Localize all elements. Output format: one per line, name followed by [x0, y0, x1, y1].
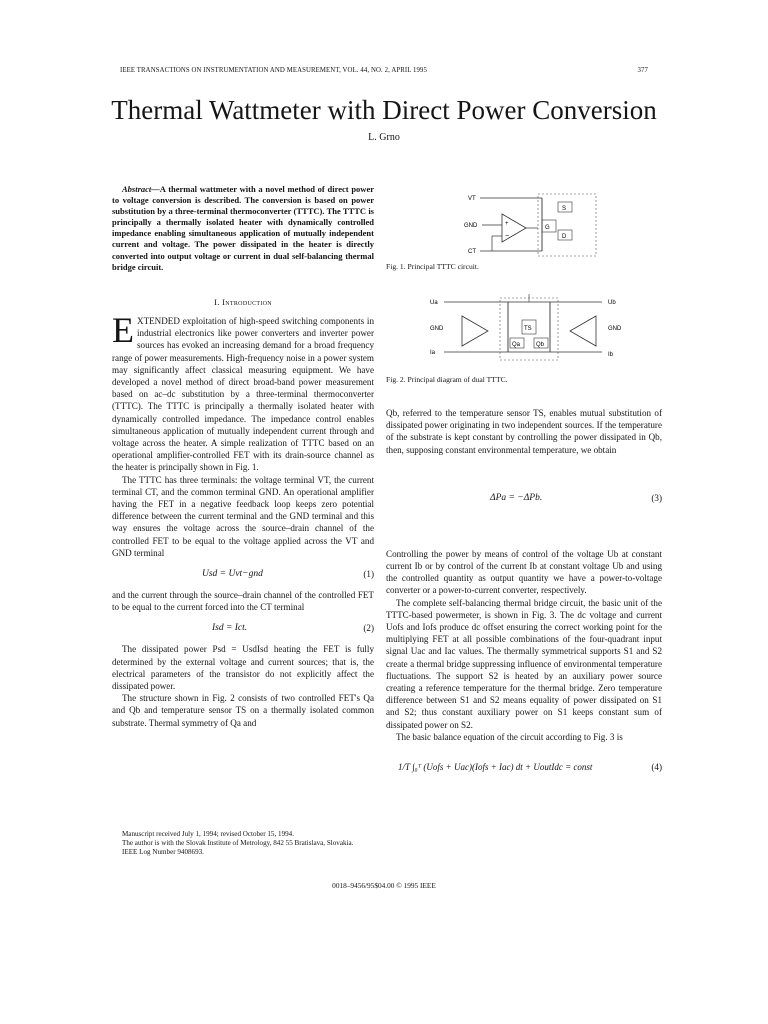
- abstract-text: —A thermal wattmeter with a novel method of direct power to voltage conversion is described. The conversion is based on power substitution by a three-terminal thermoconverter (TTTC). The TTTC is principally a thermally isolated heater with dynamically controlled impedance enabling simultaneous application of mutually independent current and voltage. The power dissipated in the heater is directly converted into output voltage or current in dual self-balancing thermal bridge circuit.: [112, 184, 374, 272]
- fig1-label-vt: VT: [468, 196, 476, 202]
- page-number: 377: [637, 67, 648, 74]
- author-name: L. Grno: [368, 132, 400, 143]
- figure-1-circuit: [462, 190, 602, 260]
- section-heading: I. Introduction: [214, 297, 272, 307]
- fig1-label-d: D: [562, 234, 567, 240]
- left-column-body: [112, 310, 374, 729]
- footnote-log-number: IEEE Log Number 9408693.: [122, 847, 204, 856]
- fig2-label-ua: Ua: [430, 300, 438, 306]
- footnote: [112, 830, 374, 856]
- fig2-label-qa: Qa: [512, 342, 521, 348]
- intro-paragraph-4: The dissipated power Psd = UsdIsd heating the FET is fully determined by the external voltage and current sources; that is, the electrical parameters of the transistor do not explicitly affect the dissipated power.: [112, 644, 374, 692]
- right-column-body: [386, 407, 662, 783]
- equation-4: 1/T ∫₀ᵀ (Uofs + Uac)(Iofs + Iac) dt + UoutIdc = const (4): [398, 762, 662, 773]
- equation-1: Usd = Uvt−gnd (1): [202, 569, 374, 580]
- footnote-received: Manuscript received July 1, 1994; revised October 15, 1994.: [122, 830, 294, 838]
- copyright-line: 0018–9456/95$04.00 © 1995 IEEE: [332, 881, 436, 890]
- abstract: [112, 184, 374, 273]
- drop-cap: E: [112, 310, 134, 350]
- figure-2-caption: Fig. 2. Principal diagram of dual TTTC.: [386, 375, 508, 384]
- right-paragraph-2: Controlling the power by means of control of the voltage Ub at constant current Ib or by control of the current Ib at constant voltage Ub and using the controlled quantity as output quantity we have a power-to-voltage converter or a power-to-current converter, respectively.: [386, 548, 662, 596]
- intro-paragraph-1: EXTENDED exploitation of high-speed switching components in industrial electronics like power converters and inverter power sources has evoked an increasing demand for a broad frequency range of power measurements. High-frequency noise in a power system may significantly affect classical measuring equipment. We have developed a novel method of direct broad-band power measurement based on ac–dc substitution by a three-terminal thermoconverter (TTTC). The TTTC is principally a thermally isolated heater with dynamically controlled impedance. The impedance control enables simultaneous application of mutually independent current through and voltage across the heater. A simple realization of TTTC based on an operational amplifier-controlled FET with its drain-source channel as the heater is principally shown in Fig. 1.: [112, 310, 374, 473]
- intro-paragraph-2: The TTTC has three terminals: the voltage terminal VT, the current terminal CT, and the common terminal GND. An operational amplifier having the FET in a negative feedback loop keeps zero potential difference between the current terminal and the GND terminal and this way ensures the voltage across the source–drain channel of the controlled FET to be equal to the voltage applied across the VT and GND terminal: [112, 474, 374, 558]
- fig2-label-ub: Ub: [608, 300, 616, 306]
- fig1-opamp-minus: −: [505, 233, 510, 240]
- right-paragraph-3: The complete self-balancing thermal bridge circuit, the basic unit of the TTTC-based powermeter, is shown in Fig. 3. The dc voltage and current Uofs and Iofs produce dc offset ensuring the correct working point for the multiplying FET at all possible combinations of the four-quadrant input signal Uac and Iac values. The thermally symmetrical supports S1 and S2 create a thermal bridge suppressing influence of environmental temperature fluctuations. The support S2 is heated by an auxiliary power source creating a reference temperature for the thermal bridge. Zero temperature difference between S1 and S2 means equality of power dissipated on S1 and S2; thus constant auxiliary power on S1 keeps constant sum of dissipated power on S2.: [386, 597, 662, 730]
- fig1-opamp-plus: +: [505, 221, 509, 227]
- fig1-label-g: G: [545, 225, 550, 231]
- right-paragraph-4: The basic balance equation of the circuit according to Fig. 3 is: [396, 731, 623, 742]
- intro-paragraph-5: The structure shown in Fig. 2 consists of two controlled FET's Qa and Qb and temperature sensor TS on a thermally isolated common substrate. Thermal symmetry of Qa and: [112, 693, 374, 728]
- journal-header: IEEE TRANSACTIONS ON INSTRUMENTATION AND MEASUREMENT, VOL. 44, NO. 2, APRIL 1995: [120, 67, 428, 74]
- equation-3: ΔPa = −ΔPb. (3): [490, 492, 662, 503]
- fig1-label-ct: CT: [468, 249, 476, 255]
- abstract-label: Abstract: [122, 184, 152, 194]
- fig2-opamp-left: [462, 316, 488, 346]
- fig2-label-ts: TS: [524, 326, 532, 332]
- paper-title: Thermal Wattmeter with Direct Power Conversion: [111, 95, 657, 125]
- equation-2: Isd = Ict. (2): [212, 623, 374, 634]
- fig1-label-gnd: GND: [464, 223, 478, 229]
- fig2-label-ib: Ib: [608, 352, 614, 358]
- figure-2-circuit: [416, 294, 648, 366]
- fig2-label-gnd-left: GND: [430, 326, 444, 332]
- fig2-label-ia: Ia: [430, 350, 436, 356]
- footnote-affiliation: The author is with the Slovak Institute of Metrology, 842 55 Bratislava, Slovakia.: [122, 838, 354, 847]
- running-header: [120, 67, 648, 74]
- fig1-label-s: S: [562, 206, 567, 212]
- figure-1-caption: Fig. 1. Principal TTTC circuit.: [386, 262, 479, 271]
- right-paragraph-1: Qb, referred to the temperature sensor TS, enables mutual substitution of dissipated power originating in two independent sources. If the temperature of the substrate is kept constant by controlling the power dissipated in Qb, then, supposing constant environmental temperature, we obtain: [386, 408, 662, 455]
- fig2-label-qb: Qb: [536, 342, 545, 348]
- fig2-label-gnd-right: GND: [608, 326, 622, 332]
- intro-paragraph-3: and the current through the source–drain channel of the controlled FET to be equal to the current forced into the CT terminal: [112, 590, 374, 613]
- fig2-opamp-right: [570, 316, 596, 346]
